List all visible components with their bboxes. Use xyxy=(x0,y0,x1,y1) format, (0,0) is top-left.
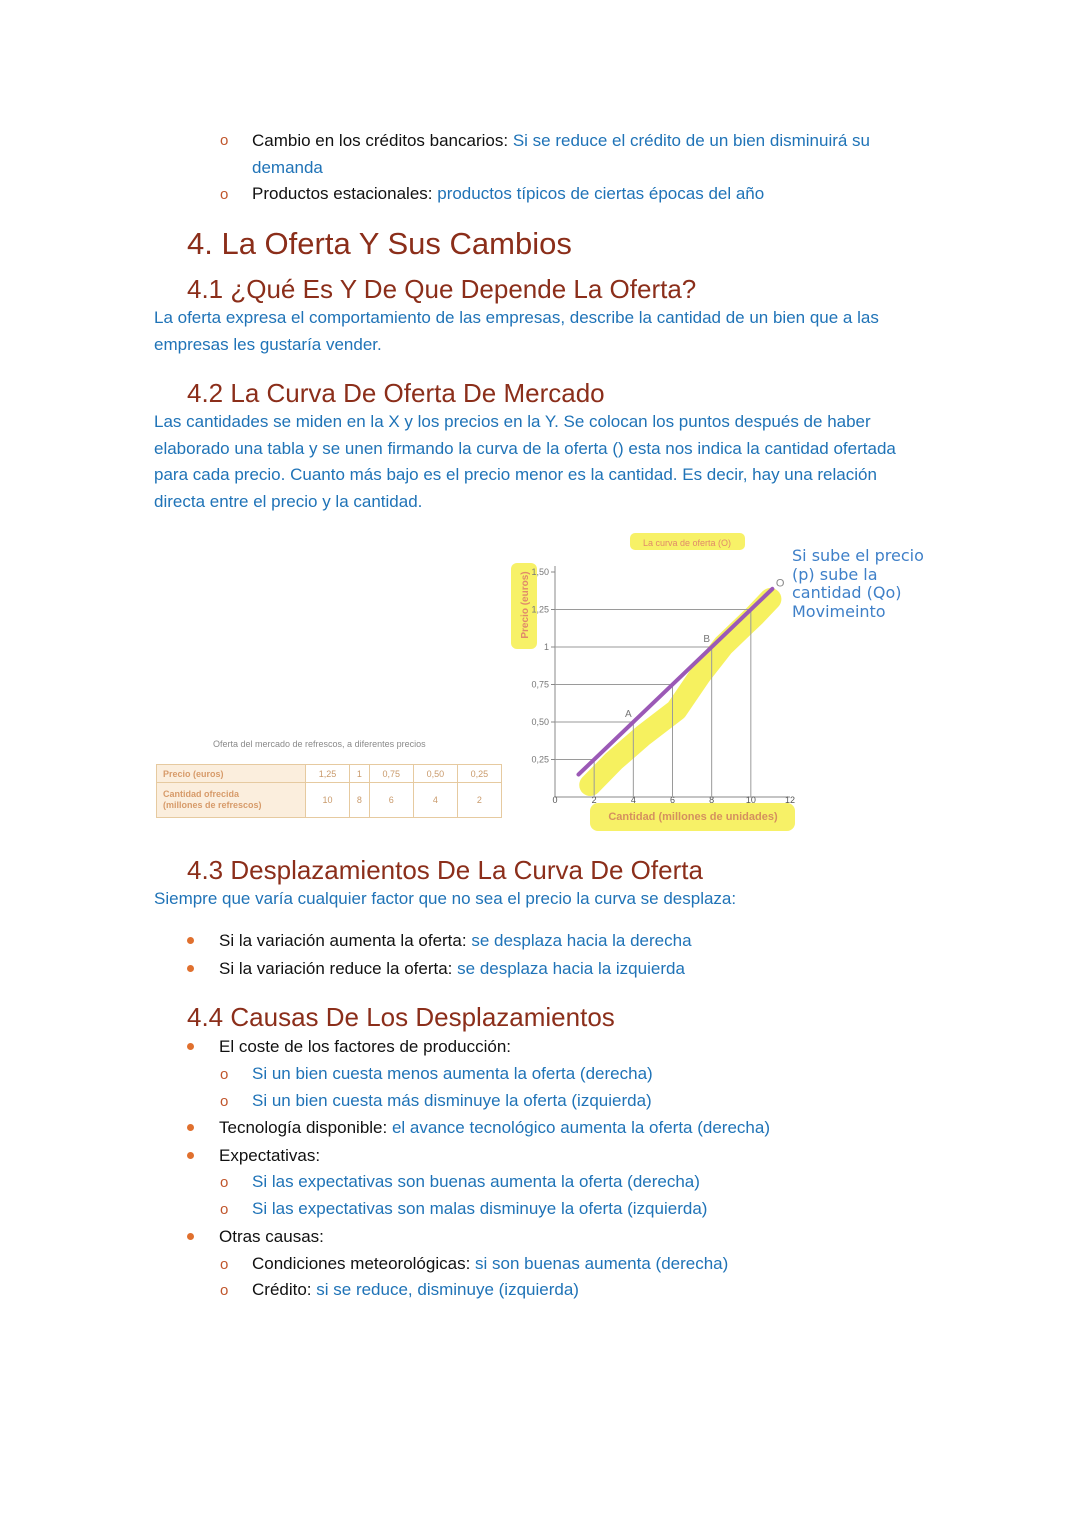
table-header-cell xyxy=(157,783,306,818)
item-text: el avance tecnológico aumenta la oferta (derecha) xyxy=(391,1118,770,1137)
y-tick-label: 0,75 xyxy=(531,679,549,690)
y-tick-label: 1,50 xyxy=(531,567,549,577)
table-cell: 6 xyxy=(369,783,413,818)
sub-list-item: Si un bien cuesta menos aumenta la oferta (derecha) xyxy=(252,1064,653,1083)
x-tick-label: 0 xyxy=(552,795,558,805)
point-label: B xyxy=(703,634,711,645)
bullet-icon xyxy=(187,1233,194,1240)
item-label: Si la variación reduce la oferta: xyxy=(219,959,453,978)
x-axis-label: Cantidad (millones de unidades) xyxy=(608,811,778,823)
table-cell: 2 xyxy=(457,783,501,818)
item-label: Cambio en los créditos bancarios: xyxy=(252,131,509,150)
item-label: Tecnología disponible: xyxy=(219,1118,388,1137)
list-item xyxy=(252,127,952,154)
paragraph xyxy=(154,305,934,358)
paragraph-line: directa entre el precio y la cantidad. xyxy=(154,491,423,511)
subsection-heading: 4.1 ¿Qué Es Y De Que Depende La Oferta? xyxy=(187,274,697,304)
table-row xyxy=(157,765,502,783)
item-text: Si se reduce el crédito de un bien disminuirá su xyxy=(512,131,871,150)
paragraph xyxy=(154,409,954,515)
paragraph-line: elaborado una tabla y se unen firmando la curva de la oferta () esta nos indica la cantidad ofertada xyxy=(154,438,896,458)
item-text: productos típicos de ciertas épocas del año xyxy=(437,184,765,203)
table-cell: 0,25 xyxy=(457,765,501,783)
bullet-icon xyxy=(187,1043,194,1050)
list-item xyxy=(219,927,692,954)
list-item xyxy=(219,955,685,982)
table-cell: 1 xyxy=(350,765,370,783)
list-item: El coste de los factores de producción: xyxy=(219,1037,511,1056)
subsection-heading: 4.2 La Curva De Oferta De Mercado xyxy=(187,378,605,408)
item-text-cont: demanda xyxy=(252,158,323,177)
circle-bullet-icon: o xyxy=(220,1174,229,1191)
sub-list-item xyxy=(252,1276,579,1303)
x-tick-label: 8 xyxy=(709,795,715,805)
table-header-line: (millones de refrescos) xyxy=(163,800,262,810)
table-cell: 8 xyxy=(350,783,370,818)
curve-highlight xyxy=(590,599,770,785)
x-tick-label: 12 xyxy=(784,795,796,805)
circle-bullet-icon: o xyxy=(220,1066,229,1083)
supply-curve-line xyxy=(579,589,773,775)
circle-bullet-icon: o xyxy=(220,1256,229,1273)
subsection-heading: 4.3 Desplazamientos De La Curva De Oferta xyxy=(187,855,703,885)
y-tick-label: 0,25 xyxy=(531,754,549,765)
item-text: se desplaza hacia la izquierda xyxy=(457,959,685,978)
sub-list-item: Si las expectativas son malas disminuye la oferta (izquierda) xyxy=(252,1199,708,1218)
annotation-line: Movimeinto xyxy=(792,601,886,621)
x-tick-label: 4 xyxy=(630,795,636,805)
list-item xyxy=(219,1114,770,1141)
paragraph-line: Las cantidades se miden en la X y los precios en la Y. Se colocan los puntos después de haber xyxy=(154,412,871,431)
item-text: se desplaza hacia la derecha xyxy=(471,931,692,950)
paragraph-line: La oferta expresa el comportamiento de las empresas, describe la cantidad de un bien que a las xyxy=(154,308,879,327)
bullet-icon xyxy=(187,937,194,944)
curve-label: O xyxy=(775,577,785,590)
item-label: Si la variación aumenta la oferta: xyxy=(219,931,467,950)
point-label: A xyxy=(624,709,632,720)
y-tick-label: 1 xyxy=(543,642,549,652)
item-label: Productos estacionales: xyxy=(252,184,433,203)
circle-bullet-icon: o xyxy=(220,1201,229,1218)
item-text: si se reduce, disminuye (izquierda) xyxy=(316,1280,579,1299)
circle-bullet-icon: o xyxy=(220,132,229,149)
table-title: Oferta del mercado de refrescos, a diferentes precios xyxy=(213,739,426,749)
paragraph-line: para cada precio. Cuanto más bajo es el precio menor es la cantidad. Es decir, hay una relación xyxy=(154,465,877,484)
bullet-icon xyxy=(187,1152,194,1159)
annotation-line: Si sube el precio xyxy=(792,546,924,565)
paragraph-line: empresas les gustaría vender. xyxy=(154,334,382,354)
bullet-icon xyxy=(187,1124,194,1131)
list-item: Otras causas: xyxy=(219,1227,324,1246)
table-header-cell: Precio (euros) xyxy=(157,765,306,783)
paragraph: Siempre que varía cualquier factor que no sea el precio la curva se desplaza: xyxy=(154,889,737,908)
table-header-line: Cantidad ofrecida xyxy=(163,789,240,799)
sub-list-item xyxy=(252,1250,728,1277)
list-item: Expectativas: xyxy=(219,1146,321,1165)
table-cell: 1,25 xyxy=(306,765,350,783)
item-label: Condiciones meteorológicas: xyxy=(252,1254,471,1273)
supply-curve-chart xyxy=(505,525,805,835)
section-heading: 4. La Oferta Y Sus Cambios xyxy=(187,226,572,261)
circle-bullet-icon: o xyxy=(220,1093,229,1110)
subsection-heading: 4.4 Causas De Los Desplazamientos xyxy=(187,1002,615,1032)
x-tick-label: 6 xyxy=(669,795,676,805)
supply-table xyxy=(156,764,502,818)
annotation-line: cantidad (Qo) xyxy=(792,583,902,602)
table-cell: 0,75 xyxy=(369,765,413,783)
circle-bullet-icon: o xyxy=(220,186,229,203)
x-tick-label: 10 xyxy=(745,795,756,805)
sub-list-item: Si las expectativas son buenas aumenta la oferta (derecha) xyxy=(252,1172,700,1191)
annotation-line: (p) sube la xyxy=(792,564,878,584)
list-item xyxy=(252,180,952,207)
table-cell: 0,50 xyxy=(413,765,457,783)
table-cell: 4 xyxy=(413,783,457,818)
circle-bullet-icon: o xyxy=(220,1282,229,1299)
y-tick-label: 0,50 xyxy=(531,717,549,727)
item-text: si son buenas aumenta (derecha) xyxy=(475,1254,729,1273)
x-tick-label: 2 xyxy=(591,795,597,805)
table-row xyxy=(157,783,502,818)
y-tick-label: 1,25 xyxy=(531,604,549,615)
item-label: Crédito: xyxy=(252,1280,312,1299)
chart-title: La curva de oferta (O) xyxy=(642,538,732,548)
sub-list-item: Si un bien cuesta más disminuye la oferta (izquierda) xyxy=(252,1091,652,1110)
y-axis-label: Precio (euros) xyxy=(520,571,531,639)
table-cell: 10 xyxy=(306,783,350,818)
chart-annotation xyxy=(792,547,924,621)
bullet-icon xyxy=(187,965,194,972)
